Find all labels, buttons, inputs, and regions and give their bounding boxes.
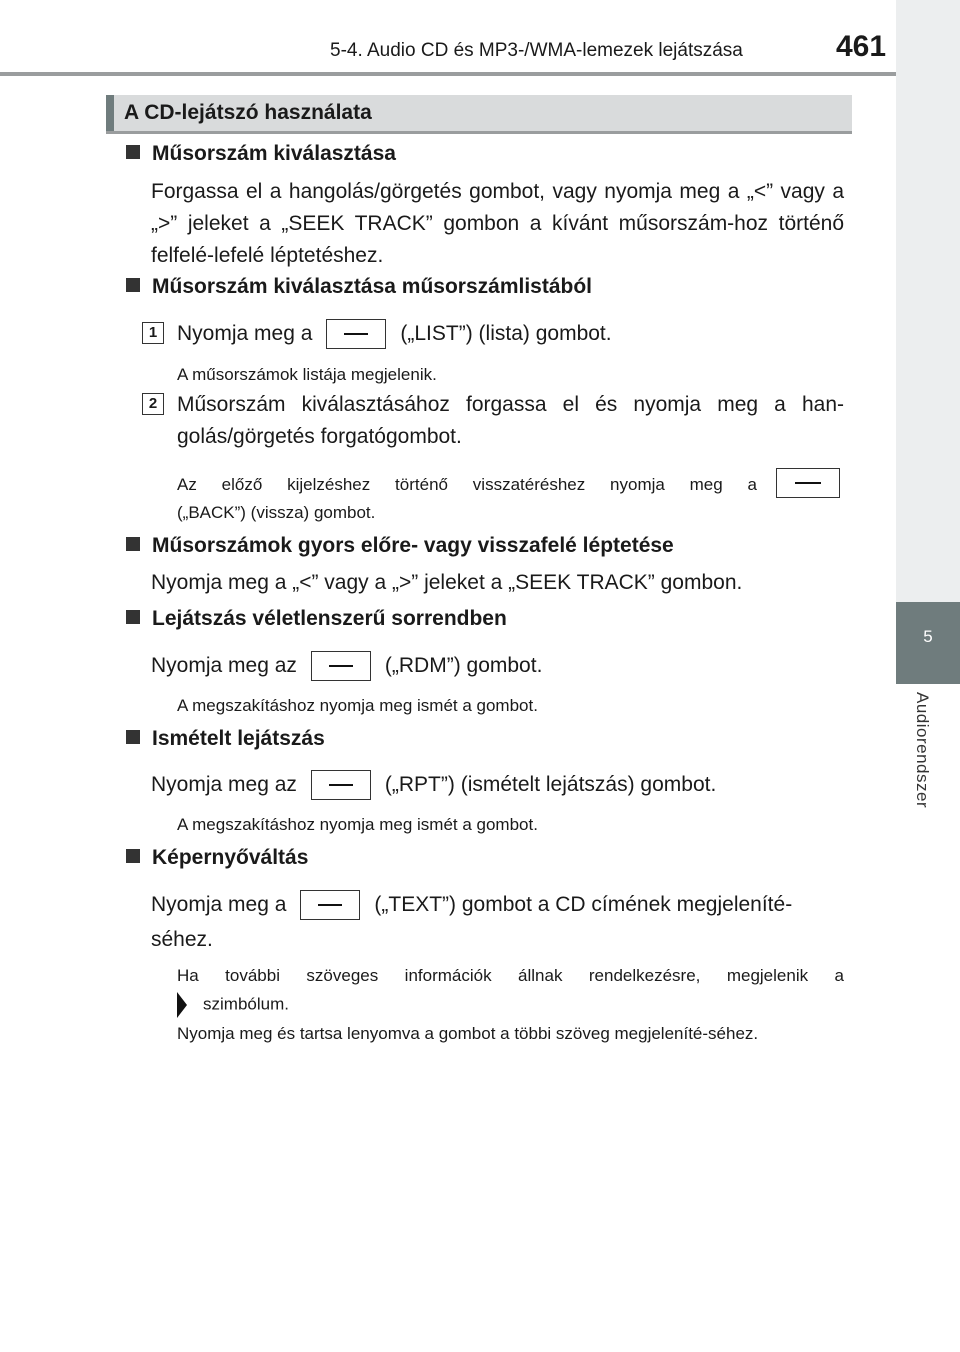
step-2-note-line2: („BACK”) (vissza) gombot. bbox=[177, 503, 376, 522]
step-2-marker: 2 bbox=[142, 393, 164, 415]
heading-text: Ismételt lejátszás bbox=[152, 727, 325, 750]
step-1-note: A műsorszámok listája megjelenik. bbox=[177, 365, 437, 384]
chapter-number: 5 bbox=[923, 627, 933, 646]
list-button-icon bbox=[326, 319, 386, 349]
repeat-note: A megszakításhoz nyomja meg ismét a gombot. bbox=[177, 815, 538, 834]
side-tab-background bbox=[896, 0, 960, 602]
section-heading-title: A CD-lejátszó használata bbox=[124, 101, 372, 124]
heading-text: Lejátszás véletlenszerű sorrendben bbox=[152, 607, 507, 630]
running-header: 5-4. Audio CD és MP3-/WMA-lemezek lejátszása bbox=[330, 40, 743, 61]
heading-text: Műsorszám kiválasztása bbox=[152, 142, 396, 165]
display-note2: Nyomja meg és tartsa lenyomva a gombot a többi szöveg megjeleníté-séhez. bbox=[177, 1024, 759, 1043]
step-2-text: Műsorszám kiválasztásához forgassa el és nyomja meg a han-golás/görgetés forgatógombot. bbox=[177, 393, 844, 448]
rpt-button-icon bbox=[311, 770, 371, 800]
section-heading-bar bbox=[106, 95, 114, 131]
step-1-post: („LIST”) (lista) gombot. bbox=[400, 322, 612, 345]
text-button-icon bbox=[300, 890, 360, 920]
random-note: A megszakításhoz nyomja meg ismét a gombot. bbox=[177, 696, 538, 715]
back-button-icon bbox=[776, 468, 840, 498]
heading-random bbox=[126, 607, 507, 631]
heading-text: Műsorszámok gyors előre- vagy visszafelé léptetése bbox=[152, 534, 674, 557]
repeat-post: („RPT”) (ismételt lejátszás) gombot. bbox=[384, 773, 717, 796]
paragraph-display-line1 bbox=[151, 889, 844, 921]
heading-track-select bbox=[126, 142, 396, 166]
display-note1-line2 bbox=[177, 992, 844, 1018]
random-pre: Nyomja meg az bbox=[151, 654, 297, 677]
bullet-square-icon bbox=[126, 278, 140, 292]
heading-track-list bbox=[126, 275, 592, 299]
chapter-tab bbox=[896, 602, 960, 684]
paragraph-random bbox=[151, 650, 844, 682]
step-2-note-line1: Az előző kijelzéshez történő visszatéréshez nyomja meg a bbox=[177, 475, 757, 494]
bullet-square-icon bbox=[126, 610, 140, 624]
rdm-button-icon bbox=[311, 651, 371, 681]
display-post: („TEXT”) gombot a CD címének megjeleníté- bbox=[374, 893, 793, 916]
random-post: („RDM”) gombot. bbox=[384, 654, 543, 677]
bullet-square-icon bbox=[126, 849, 140, 863]
heading-fast-seek bbox=[126, 534, 674, 558]
paragraph-fast-seek: Nyomja meg a „<” vagy a „>” jeleket a „SEEK TRACK” gombon. bbox=[151, 571, 743, 594]
display-note1-line1: Ha további szöveges információk állnak rendelkezésre, megjelenik a bbox=[177, 966, 844, 985]
paragraph-display-line2: séhez. bbox=[151, 928, 213, 951]
repeat-pre: Nyomja meg az bbox=[151, 773, 297, 796]
page-number: 461 bbox=[836, 30, 887, 63]
bullet-square-icon bbox=[126, 537, 140, 551]
heading-repeat bbox=[126, 727, 325, 751]
header-rule bbox=[0, 72, 960, 76]
step-1-pre: Nyomja meg a bbox=[177, 322, 313, 345]
paragraph-repeat bbox=[151, 769, 844, 801]
paragraph-track-select: Forgassa el a hangolás/görgetés gombot, vagy nyomja meg a „<” vagy a „>” jeleket a „SEEK TRACK” gombon a kívánt műsorszám-hoz történő felfelé-lefelé léptetéshez. bbox=[151, 180, 844, 267]
step-1-marker: 1 bbox=[142, 322, 164, 344]
more-text-arrow-stem bbox=[177, 997, 180, 1013]
heading-display bbox=[126, 846, 308, 870]
chapter-label: Audiorendszer bbox=[913, 692, 932, 809]
step-1-text bbox=[177, 318, 844, 350]
bullet-square-icon bbox=[126, 145, 140, 159]
bullet-square-icon bbox=[126, 730, 140, 744]
display-pre: Nyomja meg a bbox=[151, 893, 287, 916]
heading-text: Képernyőváltás bbox=[152, 846, 309, 869]
symbol-text: szimbólum. bbox=[203, 994, 289, 1014]
heading-text: Műsorszám kiválasztása műsorszámlistából bbox=[152, 275, 593, 298]
section-heading bbox=[106, 95, 852, 134]
